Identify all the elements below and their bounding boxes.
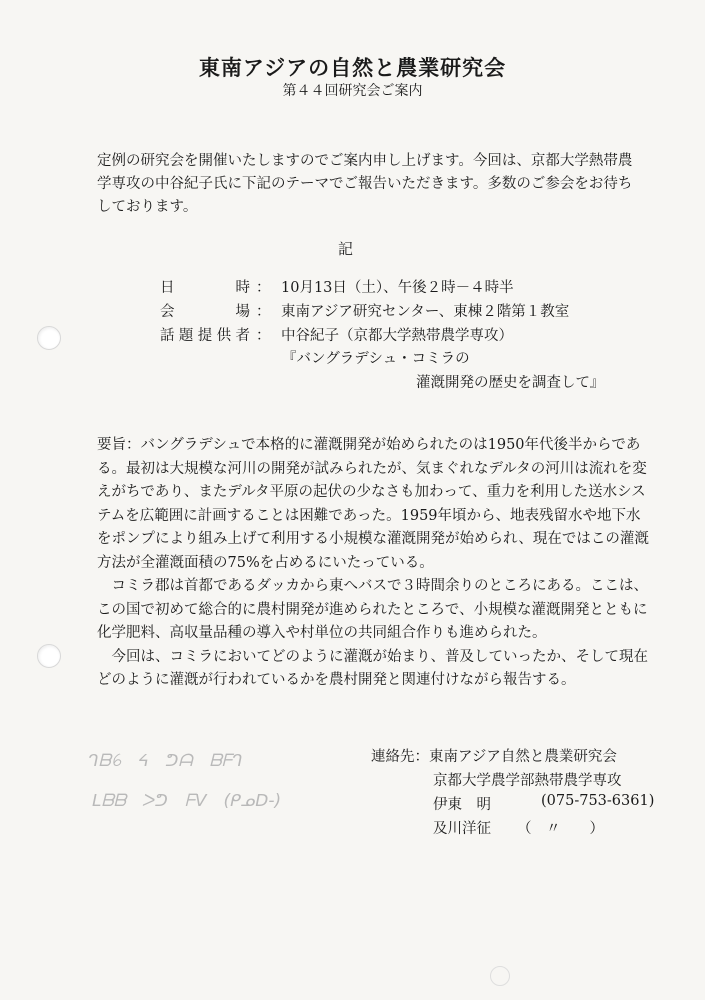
punch-hole-bottom xyxy=(37,644,61,668)
abstract-paragraph-2: コミラ郡は首都であるダッカから東へバスで３時間余りのところにある。ここは、この国で初めて総合的に農村開発が進められたところで、小規模な灌漑開発とともに化学肥料、高収量品種の導入や村単位の共同組合作りも進められた。 xyxy=(97,578,648,641)
abstract-paragraph-1: 要旨：バングラデシュで本格的に灌漑開発が始められたのは1950年代後半からである。最初は大規模な河川の開発が試みられたが、気まぐれなデルタの河川は流れを変えがちであり、またデルタ平原の起伏の少なさも加わって、重力を利用した送水システムを広範囲に計画することは困難であった。1959年頃から、地表残留水や地下水をポンプにより組み上げて利用する小規模な灌漑開発が始められ、現在ではこの灌漑方法が全灌漑面積の75%を占めるにいたっている。 xyxy=(97,437,649,571)
contact-dept: 京都大学農学部熱帯農学専攻 xyxy=(433,773,622,789)
date-value: 10月13日（土）、午後２時－４時半 xyxy=(281,280,514,296)
speaker-value: 中谷紀子（京都大学熱帯農学専攻） xyxy=(281,328,513,344)
pencil-scribble-2: ᒪᗷᗷ ᐳᕤ ᖴᐯ (ᑭᓄᗞ-) xyxy=(92,791,282,811)
speaker-colon: ： xyxy=(256,328,271,344)
faint-circle-mark xyxy=(490,966,510,986)
ki-heading: 記 xyxy=(338,240,354,258)
date-label: 日時 xyxy=(160,280,250,296)
contact-person-2-name: 及川洋征 xyxy=(433,821,491,837)
intro-paragraph: 定例の研究会を開催いたしますのでご案内申し上げます。今回は、京都大学熱帯農学専攻の中谷紀子氏に下記のテーマでご報告いただきます。多数のご参会をお待ちしております。 xyxy=(97,153,633,215)
date-colon: ： xyxy=(256,280,271,296)
speaker-label: 話題提供者 xyxy=(160,328,250,344)
topic-line-1: 『バングラデシュ・コミラの xyxy=(282,351,470,367)
contact-person-1 xyxy=(433,793,655,814)
contact-org: 東南アジア自然と農業研究会 xyxy=(429,749,617,765)
abstract-section xyxy=(97,434,652,693)
contact-person-1-name: 伊東 明 xyxy=(433,797,491,813)
venue-colon: ： xyxy=(256,304,271,320)
contact-person-1-phone: (075-753-6361) xyxy=(541,793,655,809)
contact-label: 連絡先： xyxy=(371,749,429,765)
document-subtitle: 第４４回研究会ご案内 xyxy=(282,83,423,99)
abstract-paragraph-3: 今回は、コミラにおいてどのように灌漑が始まり、普及していったか、そして現在どのように灌漑が行われているかを農村開発と関連付けながら報告する。 xyxy=(97,648,648,688)
pencil-scribble-1: ᒉᗷꕃ ᔦ ᕤᗩ ᗷᖴᒉ xyxy=(88,751,243,771)
contact-person-2 xyxy=(433,817,604,838)
topic-line-2: 灌漑開発の歴史を調査して』 xyxy=(416,375,605,391)
venue-label: 会場 xyxy=(160,304,250,320)
contact-person-2-phone: （ 〃 ） xyxy=(517,821,604,837)
contact-line-1 xyxy=(371,745,617,766)
punch-hole-top xyxy=(37,326,61,350)
venue-value: 東南アジア研究センター、東棟２階第１教室 xyxy=(281,304,570,320)
document-title: 東南アジアの自然と農業研究会 xyxy=(198,56,507,80)
